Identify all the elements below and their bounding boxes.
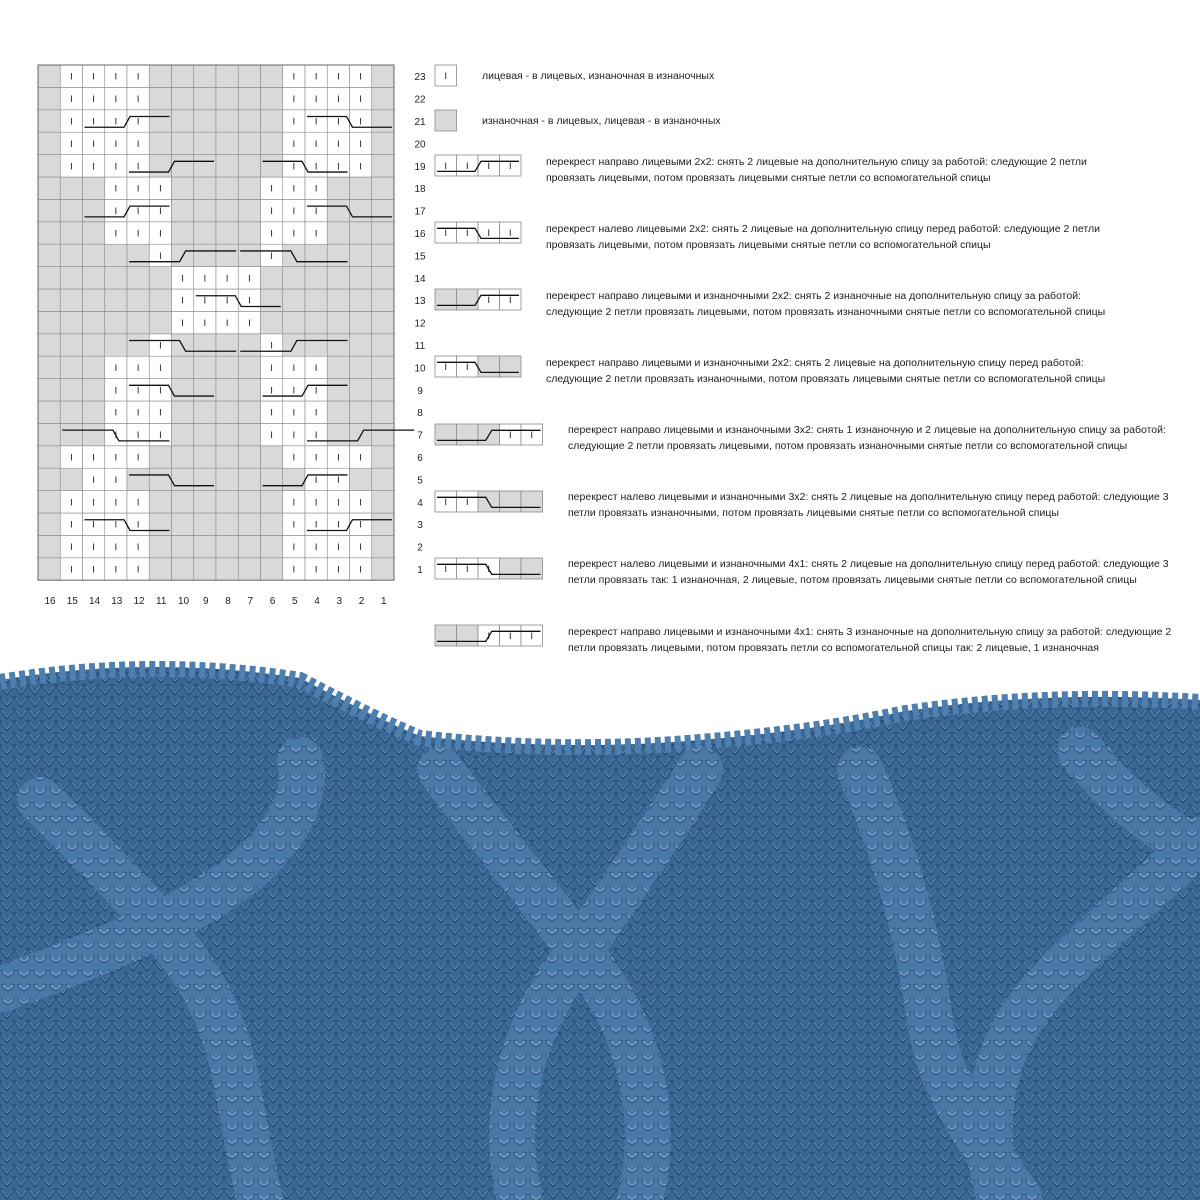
knit-mark: I [314,161,318,172]
knit-mark: I [270,250,273,261]
knit-mark: I [337,71,340,82]
knit-mark: I [487,295,491,305]
knit-mark: I [70,94,73,105]
knit-mark: I [314,71,318,82]
knit-mark: I [114,116,118,127]
knit-mark: I [444,564,448,574]
legend-text-cable-right-4x1: перекрест направо лицевыми и изнаночными 4x1: снять 3 изнаночные на дополнительную спицу за работой: следующие 2 петли провязать лицевыми, потом провязать петли со вспомогательной спицы так: 2 лицевые, 1 изнаночная [568,626,1172,654]
knit-mark: I [314,497,318,508]
knit-mark: I [359,116,362,127]
knit-mark: I [359,452,362,463]
knit-mark: I [92,497,95,508]
knit-mark: I [465,228,469,238]
column-number: 8 [225,596,231,608]
row-number: 22 [414,94,426,106]
knit-mark: I [248,273,251,284]
knit-mark: I [70,138,73,149]
knit-mark: I [465,497,469,507]
row-number: 2 [417,542,423,554]
knit-mark: I [136,138,140,149]
column-number: 5 [291,596,298,608]
row-number: 21 [414,117,426,128]
knit-mark: I [508,631,512,641]
knit-mark: I [292,542,296,553]
knit-mark: I [159,430,162,441]
knit-mark: I [314,206,318,217]
knit-mark: I [270,340,273,351]
knit-mark: I [70,452,73,463]
knit-mark: I [444,362,448,372]
knit-mark: I [359,542,362,553]
knit-mark: I [114,497,118,508]
legend-text-knit: лицевая - в лицевых, изнаночная в изнаночных [482,70,715,82]
knit-mark: I [92,161,95,172]
knit-mark: I [136,407,140,418]
row-number: 18 [414,184,426,196]
legend-text-cable-left-2x2: перекрест налево лицевыми 2x2: снять 2 лицевые на дополнительную спицу перед работой: следующие 2 петли провязать лицевыми, потом провязать лицевыми снятые петли со вспомогательной спицы [546,223,1100,251]
knit-mark: I [92,116,95,127]
knit-mark: I [292,228,296,239]
knit-mark: I [292,497,296,508]
column-number: 2 [358,596,365,608]
knit-mark: I [114,71,118,82]
knit-mark: I [203,318,207,329]
knit-mark: I [444,228,448,238]
knit-mark: I [136,161,140,172]
column-number: 16 [44,596,56,608]
knit-mark: I [314,183,318,194]
knit-mark: I [114,407,118,418]
row-number: 9 [417,385,423,397]
legend-cable-cell [457,424,479,445]
knit-mark: I [136,519,140,530]
row-number: 1 [417,565,423,576]
knit-mark: I [314,138,318,149]
row-number: 17 [414,206,426,218]
row-number: 3 [417,520,423,532]
knit-mark: I [292,519,296,530]
column-number: 12 [133,596,145,608]
knit-mark: I [314,407,318,418]
legend-text-cable-left-4x1: перекрест налево лицевыми и изнаночными 4x1: снять 2 лицевые на дополнительную спицу перед работой: следующие 3 петли провязать так: 1 изнаночная, 2 лицевые, потом провязать лицевыми снятые петли со вспомогательной спицы [568,558,1169,586]
knit-mark: I [314,474,318,485]
knit-mark: I [159,250,162,261]
knit-mark: I [114,183,118,194]
knit-mark: I [248,318,251,329]
knit-mark: I [270,362,273,373]
legend-cable-cell [500,558,522,579]
knit-mark: I [92,564,95,575]
knit-mark: I [136,430,140,441]
knit-mark: I [181,318,184,329]
knit-mark: I [314,430,318,441]
row-number: 10 [414,363,426,375]
row-number: 7 [417,430,423,442]
knit-mark: I [270,228,273,239]
knit-mark: I [314,519,318,530]
legend-purl-symbol [435,110,457,131]
knit-mark: I [114,362,118,373]
knit-mark: I [159,206,162,217]
knit-mark: I [314,542,318,553]
knit-mark: I [292,116,296,127]
knit-mark: I [203,273,207,284]
knit-mark: I [159,183,162,194]
knitted-swatch-photo [0,660,1200,1200]
knit-mark: I [159,340,162,351]
row-number: 11 [414,341,426,352]
knit-mark: I [136,362,140,373]
knit-mark: I [487,564,491,574]
legend-cable-cell [478,356,500,377]
legend-cable-cell [435,625,457,646]
knit-mark: I [181,273,184,284]
column-number: 14 [88,596,101,608]
knit-mark: I [359,138,362,149]
legend-text-cable-kp-2x2-front: перекрест направо лицевыми и изнаночными 2x2: снять 2 лицевые на дополнительную спицу перед работой: следующие 2 петли провязать изнаночными, потом провязать лицевыми снятые петли со вспомогательной спицы [546,357,1106,385]
knit-mark: I [444,497,448,507]
legend-text-cable-right-2x2: перекрест направо лицевыми 2x2: снять 2 лицевые на дополнительную спицу за работой: следующие 2 петли провязать лицевыми, потом провязать лицевыми снятые петли со вспомогательной спицы [546,156,1087,184]
knit-mark: I [70,71,73,82]
knit-mark: I [136,452,140,463]
knit-mark: I [136,564,140,575]
column-number: 10 [177,596,190,608]
knit-mark: I [114,161,118,172]
knit-mark: I [248,295,251,306]
knit-mark: I [314,94,318,105]
knit-mark: I [337,138,340,149]
knit-mark: I [92,71,95,82]
column-number: 9 [202,596,209,608]
knit-mark: I [359,161,362,172]
knit-mark: I [508,430,512,440]
knit-mark: I [508,295,512,305]
knit-mark: I [270,183,273,194]
knit-mark: I [114,564,118,575]
knit-mark: I [136,206,140,217]
knit-mark: I [114,385,118,396]
knit-mark: I [292,362,296,373]
knit-mark: I [136,228,140,239]
knit-mark: I [292,385,296,396]
knit-mark: I [314,385,318,396]
knit-mark: I [444,71,448,81]
knit-mark: I [314,564,318,575]
knit-mark: I [70,497,73,508]
knit-mark: I [203,295,207,306]
knit-mark: I [292,94,296,105]
knit-mark: I [292,430,296,441]
knit-mark: I [136,116,140,127]
legend-cable-cell [435,424,457,445]
knit-mark: I [136,94,140,105]
knit-mark: I [92,452,95,463]
column-number: 15 [66,596,78,608]
knit-mark: I [159,385,162,396]
knit-mark: I [270,206,273,217]
knit-mark: I [92,474,95,485]
knit-mark: I [114,452,118,463]
knit-mark: I [292,183,296,194]
knit-mark: I [292,71,296,82]
knit-mark: I [465,564,469,574]
knit-mark: I [337,94,340,105]
knit-mark: I [270,385,273,396]
knit-mark: I [70,519,73,530]
knit-mark: I [92,94,95,105]
knit-mark: I [270,407,273,418]
legend-text-cable-right-3x2: перекрест направо лицевыми и изнаночными 3x2: снять 1 изнаночную и 2 лицевые на дополнительную спицу за работой: следующие 2 петли провязать лицевыми, потом провязать изнаночными снятые петли со вспомогательной спицы [568,424,1166,452]
knit-mark: I [292,407,296,418]
knit-mark: I [314,452,318,463]
knit-mark: I [508,161,512,171]
knit-mark: I [225,318,229,329]
knit-mark: I [70,161,73,172]
knit-mark: I [487,161,491,171]
row-number: 5 [417,475,423,487]
knit-mark: I [337,519,340,530]
legend-text-cable-left-3x2: перекрест налево лицевыми и изнаночными 3x2: снять 2 лицевые на дополнительную спицу перед работой: следующие 3 петли провязать изнаночными, потом провязать лицевыми снятые петли со вспомогательной спицы [568,491,1169,519]
row-number: 13 [414,296,426,308]
knit-mark: I [359,497,362,508]
row-number: 20 [414,139,426,151]
row-number: 4 [417,497,423,509]
legend-cable-cell [457,625,479,646]
knit-mark: I [114,228,118,239]
knit-mark: I [136,71,140,82]
knit-mark: I [225,273,229,284]
knit-mark: I [159,228,162,239]
knit-mark: I [465,362,469,372]
knit-mark: I [530,631,534,641]
knit-mark: I [292,564,296,575]
legend-cable-cell [500,356,522,377]
legend-cable-cell [521,558,543,579]
column-number: 6 [269,596,276,608]
row-number: 8 [417,408,423,420]
legend-text-purl: изнаночная - в лицевых, лицевая - в изнаночных [482,115,721,127]
column-number: 13 [111,596,123,608]
knit-mark: I [292,138,296,149]
knit-mark: I [487,631,491,641]
knit-mark: I [136,497,140,508]
row-number: 14 [414,273,426,285]
legend-cable-cell [500,491,522,512]
knit-mark: I [70,542,73,553]
row-number: 19 [414,161,426,173]
knit-mark: I [114,474,118,485]
knit-mark: I [359,564,362,575]
knit-mark: I [292,206,296,217]
legend-text-cable-right-kp-2x2: перекрест направо лицевыми и изнаночными 2x2: снять 2 изнаночные на дополнительную спицу за работой: следующие 2 петли провязать лицевыми, потом провязать изнаночными снятые петли со вспомогательной спицы [546,290,1106,318]
knit-mark: I [465,161,469,171]
knit-mark: I [337,497,340,508]
legend-cable-cell [521,491,543,512]
knit-mark: I [292,161,296,172]
knit-mark: I [359,71,362,82]
knit-mark: I [292,452,296,463]
knit-mark: I [530,430,534,440]
column-number: 7 [247,596,254,608]
knit-mark: I [337,564,340,575]
knit-mark: I [136,183,140,194]
column-number: 1 [380,596,387,608]
knit-mark: I [508,228,512,238]
row-number: 23 [414,72,426,84]
legend-cable-cell [457,289,479,310]
knit-mark: I [444,161,448,171]
knit-mark: I [92,138,95,149]
knit-mark: I [337,474,340,485]
knit-mark: I [136,542,140,553]
knit-mark: I [92,519,95,530]
knit-mark: I [359,94,362,105]
knit-mark: I [270,430,273,441]
row-number: 15 [414,251,426,263]
knit-mark: I [114,542,118,553]
knit-mark: I [181,295,184,306]
column-number: 3 [336,596,343,608]
knit-mark: I [114,430,118,441]
knit-mark: I [70,116,73,127]
legend-cable-cell [435,289,457,310]
knit-mark: I [92,542,95,553]
knit-mark: I [225,295,229,306]
row-number: 16 [414,229,426,240]
knit-mark: I [136,385,140,396]
knit-mark: I [159,407,162,418]
row-number: 6 [417,453,423,464]
knit-mark: I [314,362,318,373]
knit-mark: I [314,116,318,127]
knit-mark: I [487,228,491,238]
knit-mark: I [114,206,118,217]
column-number: 11 [156,596,167,608]
knit-mark: I [114,138,118,149]
knit-mark: I [114,94,118,105]
knit-mark: I [337,161,340,172]
row-number: 12 [414,318,426,330]
knit-mark: I [70,564,73,575]
knit-mark: I [337,116,340,127]
knit-mark: I [337,542,340,553]
knit-mark: I [314,228,318,239]
knit-mark: I [159,362,162,373]
column-number: 4 [314,596,320,608]
knit-mark: I [359,519,362,530]
knit-mark: I [114,519,118,530]
knit-mark: I [337,452,340,463]
